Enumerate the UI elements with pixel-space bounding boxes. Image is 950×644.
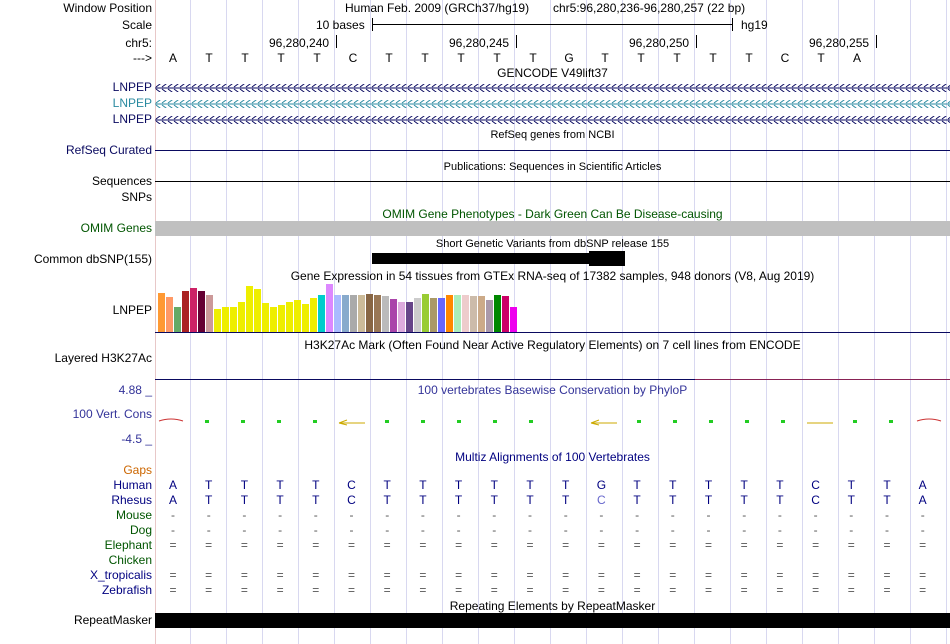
sequence-base: A bbox=[852, 51, 861, 65]
gtex-tissue-bar[interactable] bbox=[254, 289, 261, 332]
sequence-base: T bbox=[817, 51, 825, 65]
alignment-base: - bbox=[742, 508, 747, 522]
multiz-title: Multiz Alignments of 100 Vertebrates bbox=[455, 450, 650, 464]
alignment-base: T bbox=[740, 493, 748, 507]
alignment-base: T bbox=[419, 478, 427, 492]
alignment-base: T bbox=[490, 478, 498, 492]
alignment-base: - bbox=[706, 508, 711, 522]
alignment-base: - bbox=[885, 523, 889, 537]
ruler-tick-label: 96,280,245 bbox=[449, 36, 510, 50]
alignment-base: = bbox=[347, 538, 355, 552]
sequence-base: T bbox=[601, 51, 609, 65]
omim-label[interactable]: OMIM Genes bbox=[80, 221, 152, 235]
snps-label[interactable]: SNPs bbox=[121, 190, 152, 204]
alignment-base: - bbox=[349, 523, 354, 537]
position-label: chr5:96,280,236-96,280,257 (22 bp) bbox=[553, 1, 746, 15]
alignment-base: - bbox=[206, 508, 211, 522]
gtex-tissue-bar[interactable] bbox=[326, 284, 333, 332]
gtex-tissue-bar[interactable] bbox=[182, 291, 189, 332]
gtex-tissue-bar[interactable] bbox=[222, 307, 229, 332]
alignment-base: = bbox=[883, 568, 891, 582]
sequence-base: A bbox=[168, 51, 177, 65]
alignment-base: C bbox=[811, 493, 820, 507]
alignment-base: - bbox=[278, 523, 283, 537]
alignment-base: T bbox=[669, 493, 677, 507]
alignment-base: A bbox=[918, 493, 927, 507]
sequence-base: T bbox=[709, 51, 717, 65]
sequence-base: C bbox=[780, 51, 790, 65]
sequence-base: T bbox=[493, 51, 501, 65]
alignment-base: - bbox=[385, 523, 390, 537]
strand-label[interactable]: ---> bbox=[133, 51, 152, 65]
gtex-tissue-bar[interactable] bbox=[246, 286, 253, 332]
alignment-base: T bbox=[276, 493, 284, 507]
gtex-tissue-bar[interactable] bbox=[198, 291, 205, 332]
alignment-base: = bbox=[776, 538, 784, 552]
window-position-label: Window Position bbox=[63, 1, 152, 15]
alignment-base: = bbox=[597, 538, 605, 552]
alignment-base: T bbox=[847, 493, 855, 507]
alignment-base: = bbox=[383, 538, 391, 552]
alignment-base: = bbox=[276, 583, 284, 597]
alignment-base: = bbox=[847, 568, 855, 582]
alignment-base: C bbox=[347, 478, 356, 492]
gtex-tissue-bar[interactable] bbox=[174, 307, 181, 332]
alignment-base: = bbox=[812, 538, 820, 552]
scale-label: Scale bbox=[121, 18, 152, 32]
gencode-title: GENCODE V49lift37 bbox=[497, 66, 608, 80]
alignment-base: - bbox=[242, 523, 247, 537]
gtex-tissue-bar[interactable] bbox=[166, 297, 173, 332]
alignment-base: = bbox=[847, 583, 855, 597]
alignment-base: T bbox=[526, 478, 534, 492]
gtex-tissue-bar[interactable] bbox=[310, 298, 317, 332]
alignment-base: - bbox=[777, 523, 782, 537]
scale-db: hg19 bbox=[741, 18, 768, 32]
sequence-base: T bbox=[385, 51, 393, 65]
alignment-base: - bbox=[492, 508, 497, 522]
cons-title: 100 vertebrates Basewise Conservation by PhyloP bbox=[417, 383, 688, 397]
gtex-tissue-bar[interactable] bbox=[342, 295, 349, 332]
alignment-base: = bbox=[455, 568, 463, 582]
alignment-base: - bbox=[171, 523, 175, 537]
track-label-column bbox=[0, 0, 156, 644]
alignment-base: - bbox=[420, 523, 425, 537]
h3k27ac-signal-2[interactable] bbox=[695, 379, 950, 380]
ruler-tick bbox=[516, 35, 517, 48]
gtex-tissue-bar[interactable] bbox=[422, 294, 429, 332]
gtex-tissue-bar[interactable] bbox=[374, 295, 381, 332]
alignment-base: = bbox=[490, 538, 498, 552]
alignment-base: = bbox=[704, 568, 712, 582]
h3k27ac-signal[interactable] bbox=[155, 379, 695, 380]
alignment-base: T bbox=[312, 493, 320, 507]
alignment-base: = bbox=[419, 538, 427, 552]
alignment-base: - bbox=[563, 523, 568, 537]
alignment-base: = bbox=[490, 568, 498, 582]
chrom-label: chr5: bbox=[125, 36, 152, 50]
alignment-base: = bbox=[205, 568, 213, 582]
alignment-base: = bbox=[776, 568, 784, 582]
alignment-base: - bbox=[492, 523, 497, 537]
gtex-tissue-bar[interactable] bbox=[278, 305, 285, 332]
alignment-base: = bbox=[455, 538, 463, 552]
alignment-base: T bbox=[633, 493, 641, 507]
sequences-label[interactable]: Sequences bbox=[91, 174, 152, 188]
alignment-base: T bbox=[633, 478, 641, 492]
species-label-xtropicalis[interactable]: X_tropicalis bbox=[89, 568, 152, 582]
alignment-base: = bbox=[276, 568, 284, 582]
alignment-base: = bbox=[240, 538, 248, 552]
alignment-base: - bbox=[278, 508, 283, 522]
gtex-baseline bbox=[155, 332, 950, 333]
scale-text: 10 bases bbox=[316, 18, 365, 32]
gtex-tissue-bar[interactable] bbox=[358, 295, 365, 332]
gtex-tissue-bar[interactable] bbox=[502, 296, 509, 332]
ruler-tick bbox=[696, 35, 697, 48]
gtex-tissue-bar[interactable] bbox=[230, 307, 237, 332]
cons-max-label: 4.88 _ bbox=[118, 383, 152, 397]
gtex-tissue-bar[interactable] bbox=[190, 288, 197, 332]
alignment-base: T bbox=[383, 493, 391, 507]
gtex-tissue-bar[interactable] bbox=[414, 298, 421, 332]
sequence-base: T bbox=[241, 51, 249, 65]
rmsk-title: Repeating Elements by RepeatMasker bbox=[449, 599, 656, 613]
alignment-base: A bbox=[918, 478, 927, 492]
scale-bar bbox=[372, 24, 733, 25]
alignment-base: = bbox=[740, 538, 748, 552]
alignment-base: T bbox=[419, 493, 427, 507]
ruler-tick-label: 96,280,240 bbox=[269, 36, 330, 50]
h3k27ac-label[interactable]: Layered H3K27Ac bbox=[54, 351, 152, 365]
gtex-tissue-bar[interactable] bbox=[494, 295, 501, 332]
cons-signal[interactable] bbox=[155, 414, 950, 428]
pubs-title: Publications: Sequences in Scientific Articles bbox=[443, 161, 662, 173]
sequence-base: T bbox=[637, 51, 645, 65]
alignment-base: = bbox=[704, 583, 712, 597]
gtex-tissue-bar[interactable] bbox=[214, 309, 221, 332]
refseq-title: RefSeq genes from NCBI bbox=[490, 129, 615, 141]
gaps-label[interactable]: Gaps bbox=[123, 463, 152, 477]
alignment-base: T bbox=[776, 478, 784, 492]
species-label-mouse[interactable]: Mouse bbox=[115, 508, 152, 522]
gtex-tissue-bar[interactable] bbox=[486, 300, 493, 332]
alignment-base: - bbox=[420, 508, 425, 522]
alignment-base: C bbox=[347, 493, 356, 507]
alignment-base: = bbox=[704, 538, 712, 552]
alignment-base: - bbox=[599, 523, 604, 537]
alignment-base: - bbox=[670, 508, 675, 522]
alignment-base: - bbox=[599, 508, 604, 522]
gtex-tissue-bar[interactable] bbox=[398, 302, 405, 332]
rmsk-feature[interactable] bbox=[155, 613, 950, 628]
gtex-tissue-bar[interactable] bbox=[446, 295, 453, 332]
alignment-base: = bbox=[562, 538, 570, 552]
alignment-base: = bbox=[526, 583, 534, 597]
species-label-elephant[interactable]: Elephant bbox=[104, 538, 152, 552]
alignment-base: - bbox=[885, 508, 889, 522]
alignment-base: T bbox=[562, 478, 570, 492]
gtex-tissue-bar[interactable] bbox=[262, 303, 269, 332]
alignment-base: = bbox=[883, 538, 891, 552]
alignment-base: = bbox=[740, 568, 748, 582]
gtex-tissue-bar[interactable] bbox=[158, 293, 165, 332]
alignment-base: = bbox=[490, 583, 498, 597]
gtex-tissue-bar[interactable] bbox=[454, 295, 461, 332]
gtex-tissue-bar[interactable] bbox=[470, 296, 477, 332]
alignment-base: = bbox=[812, 583, 820, 597]
transcript-2 bbox=[155, 100, 950, 108]
alignment-base: - bbox=[813, 523, 818, 537]
alignment-base: - bbox=[313, 508, 318, 522]
gtex-tissue-bar[interactable] bbox=[270, 307, 277, 332]
alignment-base: = bbox=[347, 583, 355, 597]
alignment-base: = bbox=[633, 568, 641, 582]
alignment-base: T bbox=[383, 478, 391, 492]
alignment-base: - bbox=[528, 523, 532, 537]
species-label-dog[interactable]: Dog bbox=[129, 523, 152, 537]
alignment-base: C bbox=[811, 478, 820, 492]
gtex-label[interactable]: LNPEP bbox=[112, 303, 152, 317]
alignment-base: = bbox=[419, 568, 427, 582]
alignment-base: T bbox=[276, 478, 284, 492]
alignment-base: = bbox=[455, 583, 463, 597]
gtex-tissue-bar[interactable] bbox=[286, 302, 293, 332]
alignment-base: T bbox=[526, 493, 534, 507]
alignment-base: - bbox=[920, 508, 925, 522]
gencode-label-2[interactable]: LNPEP bbox=[112, 96, 152, 110]
alignment-base: = bbox=[526, 568, 534, 582]
alignment-base: = bbox=[312, 538, 320, 552]
gtex-tissue-bar[interactable] bbox=[406, 302, 413, 332]
omim-title: OMIM Gene Phenotypes - Dark Green Can Be Disease-causing bbox=[382, 207, 723, 221]
dbsnp-variant-2[interactable] bbox=[589, 251, 625, 266]
alignment-base: T bbox=[562, 493, 570, 507]
alignment-base: = bbox=[847, 538, 855, 552]
species-label-chicken[interactable]: Chicken bbox=[108, 553, 152, 567]
alignment-base: - bbox=[635, 523, 640, 537]
alignment-base: T bbox=[454, 493, 463, 507]
gtex-tissue-bar[interactable] bbox=[366, 294, 373, 332]
alignment-base: - bbox=[813, 508, 818, 522]
alignment-base: - bbox=[385, 508, 390, 522]
alignment-base: - bbox=[206, 523, 211, 537]
cons-min-label: -4.5 _ bbox=[121, 432, 152, 446]
alignment-base: - bbox=[920, 523, 925, 537]
gtex-tissue-bar[interactable] bbox=[302, 304, 309, 332]
sequence-base: T bbox=[421, 51, 429, 65]
alignment-base: - bbox=[670, 523, 675, 537]
alignment-base: = bbox=[169, 538, 177, 552]
alignment-base: = bbox=[205, 538, 213, 552]
alignment-base: = bbox=[240, 568, 248, 582]
alignment-base: = bbox=[597, 583, 605, 597]
ruler-tick-label: 96,280,255 bbox=[809, 36, 870, 50]
alignment-base: = bbox=[562, 583, 570, 597]
alignment-base: = bbox=[776, 583, 784, 597]
alignment-base: - bbox=[528, 508, 532, 522]
sequence-base: C bbox=[348, 51, 358, 65]
dbsnp-label[interactable]: Common dbSNP(155) bbox=[33, 252, 152, 266]
alignment-base: T bbox=[740, 478, 748, 492]
h3k27ac-title: H3K27Ac Mark (Often Found Near Active Regulatory Elements) on 7 cell lines from ENCODE bbox=[304, 338, 801, 352]
gtex-tissue-bar[interactable] bbox=[438, 298, 445, 332]
alignment-base: C bbox=[597, 493, 606, 507]
alignment-base: = bbox=[383, 568, 391, 582]
alignment-base: - bbox=[171, 508, 175, 522]
gencode-label-3[interactable]: LNPEP bbox=[112, 112, 152, 126]
alignment-base: A bbox=[168, 478, 177, 492]
alignment-base: = bbox=[919, 583, 927, 597]
species-label-human[interactable]: Human bbox=[113, 478, 152, 492]
gencode-label-1[interactable]: LNPEP bbox=[112, 80, 152, 94]
gtex-tissue-bar[interactable] bbox=[318, 295, 325, 332]
alignment-base: = bbox=[419, 583, 427, 597]
alignment-base: - bbox=[777, 508, 782, 522]
species-label-zebrafish[interactable]: Zebrafish bbox=[101, 583, 152, 597]
ruler-tick bbox=[336, 35, 337, 48]
species-label-rhesus[interactable]: Rhesus bbox=[111, 493, 152, 507]
gtex-tissue-bar[interactable] bbox=[510, 307, 517, 332]
alignment-base: = bbox=[597, 568, 605, 582]
gtex-tissue-bar[interactable] bbox=[430, 298, 437, 332]
alignment-base: T bbox=[312, 478, 320, 492]
alignment-base: = bbox=[383, 583, 391, 597]
alignment-base: = bbox=[169, 583, 177, 597]
alignment-base: - bbox=[849, 523, 854, 537]
alignment-base: T bbox=[883, 493, 891, 507]
alignment-base: T bbox=[205, 478, 213, 492]
alignment-base: G bbox=[596, 478, 607, 492]
alignment-base: T bbox=[883, 478, 891, 492]
ruler-tick-label: 96,280,250 bbox=[629, 36, 690, 50]
transcript-3 bbox=[155, 116, 950, 124]
sequence-base: T bbox=[277, 51, 285, 65]
cons-label[interactable]: 100 Vert. Cons bbox=[72, 407, 152, 421]
alignment-base: - bbox=[456, 523, 461, 537]
gtex-tissue-bar[interactable] bbox=[382, 296, 389, 332]
alignment-base: T bbox=[490, 493, 498, 507]
gtex-tissue-bar[interactable] bbox=[334, 295, 341, 332]
gencode-transcripts[interactable] bbox=[155, 80, 950, 128]
sequence-base: T bbox=[673, 51, 681, 65]
alignment-base: = bbox=[169, 568, 177, 582]
track-image[interactable] bbox=[155, 0, 950, 644]
alignment-base: T bbox=[669, 478, 677, 492]
alignment-base: = bbox=[312, 583, 320, 597]
alignment-base: = bbox=[312, 568, 320, 582]
alignment-base: = bbox=[240, 583, 248, 597]
alignment-base: - bbox=[313, 523, 318, 537]
alignment-base: T bbox=[240, 478, 249, 492]
alignment-base: = bbox=[919, 568, 927, 582]
alignment-base: T bbox=[776, 493, 784, 507]
sequence-base: G bbox=[564, 51, 574, 65]
alignment-base: T bbox=[205, 493, 213, 507]
alignment-base: T bbox=[454, 478, 463, 492]
dbsnp-title: Short Genetic Variants from dbSNP release 155 bbox=[435, 238, 670, 250]
gtex-title: Gene Expression in 54 tissues from GTEx RNA-seq of 17382 samples, 948 donors (V8, Aug 2019) bbox=[290, 269, 815, 283]
alignment-base: - bbox=[742, 523, 747, 537]
gtex-tissue-bar[interactable] bbox=[294, 300, 301, 332]
scale-bar-right-tick bbox=[732, 18, 733, 31]
alignment-base: = bbox=[740, 583, 748, 597]
gtex-bar-chart[interactable] bbox=[155, 284, 950, 333]
gtex-tissue-bar[interactable] bbox=[350, 295, 357, 332]
alignment-base: - bbox=[849, 508, 854, 522]
sequence-base: T bbox=[529, 51, 537, 65]
dbsnp-variant[interactable] bbox=[372, 253, 624, 264]
alignment-base: = bbox=[347, 568, 355, 582]
gtex-tissue-bar[interactable] bbox=[238, 302, 245, 332]
alignment-base: = bbox=[526, 538, 534, 552]
alignment-base: = bbox=[919, 538, 927, 552]
sequence-base: T bbox=[205, 51, 213, 65]
alignment-base: = bbox=[883, 583, 891, 597]
gtex-tissue-bar[interactable] bbox=[478, 296, 485, 332]
alignment-base: = bbox=[205, 583, 213, 597]
alignment-base: = bbox=[812, 568, 820, 582]
sequence-base: T bbox=[313, 51, 321, 65]
repeatmasker-label[interactable]: RepeatMasker bbox=[73, 613, 152, 627]
alignment-base: T bbox=[704, 478, 713, 492]
refseq-label[interactable]: RefSeq Curated bbox=[65, 143, 152, 157]
alignment-base: T bbox=[240, 493, 249, 507]
transcript-1 bbox=[155, 84, 950, 92]
alignment-base: - bbox=[349, 508, 354, 522]
alignment-base: - bbox=[635, 508, 640, 522]
refseq-gene-line[interactable] bbox=[155, 150, 950, 151]
alignment-base: T bbox=[847, 478, 855, 492]
scale-bar-left-tick bbox=[372, 18, 373, 31]
ruler-tick bbox=[876, 35, 877, 48]
alignment-base: = bbox=[669, 568, 677, 582]
alignment-base: - bbox=[706, 523, 711, 537]
alignment-base: = bbox=[669, 538, 677, 552]
assembly-label: Human Feb. 2009 (GRCh37/hg19) bbox=[345, 1, 530, 15]
pubs-line[interactable] bbox=[155, 181, 950, 182]
gtex-tissue-bar[interactable] bbox=[462, 295, 469, 332]
alignment-base: = bbox=[276, 538, 284, 552]
omim-feature[interactable] bbox=[155, 221, 950, 236]
alignment-base: - bbox=[242, 508, 247, 522]
alignment-base: = bbox=[633, 583, 641, 597]
alignment-base: T bbox=[704, 493, 713, 507]
sequence-base: T bbox=[457, 51, 465, 65]
alignment-base: A bbox=[168, 493, 177, 507]
gtex-tissue-bar[interactable] bbox=[390, 299, 397, 332]
alignment-base: = bbox=[669, 583, 677, 597]
alignment-base: - bbox=[563, 508, 568, 522]
alignment-base: - bbox=[456, 508, 461, 522]
alignment-base: = bbox=[562, 568, 570, 582]
alignment-base: = bbox=[633, 538, 641, 552]
sequence-base: T bbox=[745, 51, 753, 65]
gtex-tissue-bar[interactable] bbox=[206, 295, 213, 332]
